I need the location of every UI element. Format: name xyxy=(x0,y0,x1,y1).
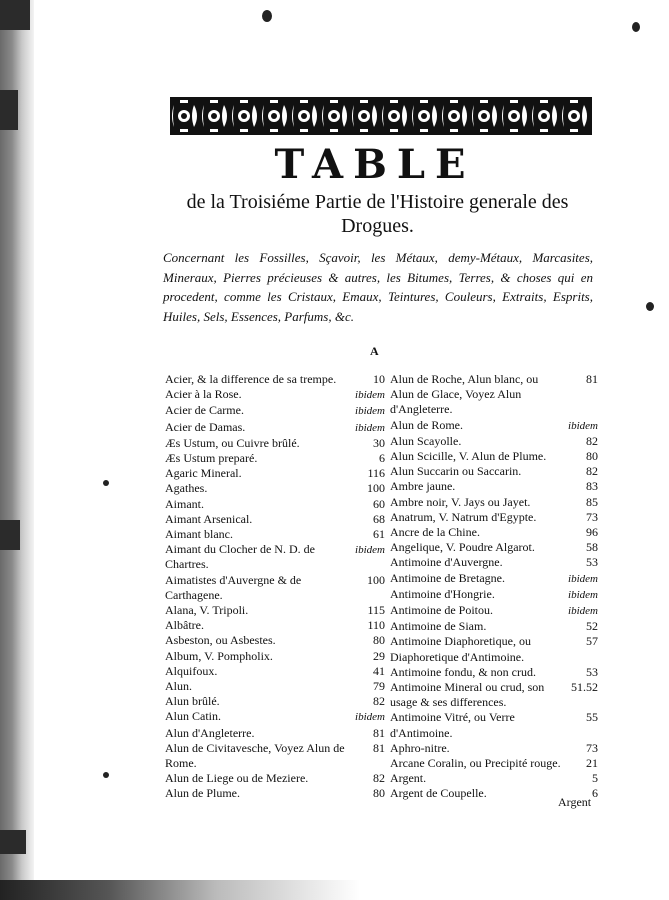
index-entry-name: Æs Ustum preparé. xyxy=(165,451,258,466)
index-entry-page: 55 xyxy=(586,710,598,725)
index-entry-page: ibidem xyxy=(568,572,598,585)
index-entry xyxy=(165,741,385,771)
index-entry-name: Alun Scicille, V. Alun de Plume. xyxy=(390,449,547,464)
index-entry-name: Argent de Coupelle. xyxy=(390,786,487,801)
ink-spot xyxy=(646,302,654,311)
index-entry xyxy=(165,527,385,542)
index-entry-name: Arcane Coralin, ou Precipité rouge. xyxy=(390,756,561,771)
index-entry-page: 10 xyxy=(373,372,385,386)
index-entry-page: ibidem xyxy=(355,389,385,402)
index-entry xyxy=(390,434,598,449)
index-entry xyxy=(390,603,598,619)
index-entry xyxy=(165,709,385,725)
index-entry-page: 82 xyxy=(373,694,385,709)
index-entry-page: 53 xyxy=(586,664,598,679)
index-entry xyxy=(165,694,385,709)
index-entry-name: Antimoine Vitré, ou Verre d'Antimoine. xyxy=(390,710,515,740)
index-entry-page: 82 xyxy=(586,464,598,479)
page-title: TABLE xyxy=(274,141,476,188)
index-entry-page: ibidem xyxy=(568,419,598,432)
index-entry-name: Alun de Roche, Alun blanc, ou Alun de Glace, Voyez Alun d'Angleterre. xyxy=(390,372,539,417)
index-entry xyxy=(390,555,598,570)
index-entry xyxy=(165,618,385,633)
index-entry xyxy=(165,786,385,801)
index-entry-page: 73 xyxy=(586,740,598,755)
index-entry-name: Agathes. xyxy=(165,481,208,496)
index-entry xyxy=(390,418,598,434)
index-entry xyxy=(165,420,385,436)
index-entry-page: 82 xyxy=(586,433,598,448)
index-entry-name: Aimant. xyxy=(165,496,204,511)
index-entry xyxy=(390,741,598,756)
index-entry-page: ibidem xyxy=(568,605,598,618)
index-entry xyxy=(165,466,385,481)
index-entry xyxy=(390,665,598,680)
ink-spot xyxy=(262,10,272,22)
index-entry-name: Antimoine d'Hongrie. xyxy=(390,586,495,601)
index-entry-name: Acier à la Rose. xyxy=(165,387,242,402)
index-entry-name: Acier, & la difference de sa trempe. xyxy=(165,372,337,386)
index-entry-name: Asbeston, ou Asbestes. xyxy=(165,633,276,648)
index-entry-name: Antimoine de Siam. xyxy=(390,619,487,634)
index-entry-name: Alquifoux. xyxy=(165,663,218,678)
index-entry-page: 100 xyxy=(367,481,385,496)
index-entry xyxy=(165,679,385,694)
index-entry xyxy=(165,403,385,419)
ornamental-fleuron-band xyxy=(170,97,592,135)
index-entry-page: ibidem xyxy=(355,544,385,557)
index-entry xyxy=(390,680,598,710)
index-entry-name: Agaric Mineral. xyxy=(165,466,242,481)
index-entry-name: Album, V. Pompholix. xyxy=(165,648,273,663)
index-entry xyxy=(165,771,385,786)
index-entry-page: 5 xyxy=(592,771,598,786)
index-entry-name: Ambre noir, V. Jays ou Jayet. xyxy=(390,494,531,509)
index-entry-name: Alun de Liege ou de Meziere. xyxy=(165,771,309,786)
index-entry-name: Alun brûlé. xyxy=(165,694,220,709)
index-entry xyxy=(390,756,598,771)
index-entry-page: ibidem xyxy=(568,588,598,601)
index-entry-page: 81 xyxy=(373,740,385,755)
index-entry-name: Acier de Damas. xyxy=(165,419,246,434)
index-entry-name: Aimant Arsenical. xyxy=(165,511,253,526)
index-entry-name: Antimoine de Poitou. xyxy=(390,603,493,618)
index-entry-name: Æs Ustum, ou Cuivre brûlé. xyxy=(165,435,300,450)
index-entry xyxy=(390,771,598,786)
index-entry-page: 6 xyxy=(379,451,385,466)
index-entry xyxy=(390,372,598,418)
index-entry xyxy=(165,542,385,572)
index-entry-page: ibidem xyxy=(355,405,385,418)
index-entry-name: Angelique, V. Poudre Algarot. xyxy=(390,540,535,555)
index-entry-page: 68 xyxy=(373,511,385,526)
index-entry xyxy=(165,481,385,496)
index-entry-name: Alun de Plume. xyxy=(165,786,240,801)
index-entry xyxy=(390,449,598,464)
index-entry xyxy=(390,587,598,603)
index-entry-name: Argent. xyxy=(390,771,427,786)
index-entry xyxy=(390,479,598,494)
index-entry-name: Antimoine fondu, & non crud. xyxy=(390,664,536,679)
index-entry-name: Aphro-nitre. xyxy=(390,740,450,755)
page-subtitle: de la Troisiéme Partie de l'Histoire generale des Drogues. xyxy=(186,191,569,237)
index-entry-page: 96 xyxy=(586,525,598,540)
index-entry-name: Albâtre. xyxy=(165,618,204,633)
index-entry xyxy=(165,603,385,618)
section-letter: A xyxy=(370,344,379,358)
index-entry xyxy=(390,525,598,540)
index-entry-name: Antimoine d'Auvergne. xyxy=(390,555,503,570)
index-entry-page: 81 xyxy=(373,725,385,740)
index-entry xyxy=(165,573,385,603)
index-entry-name: Alun d'Angleterre. xyxy=(165,725,255,740)
catchword: Argent xyxy=(558,795,592,809)
index-entry xyxy=(165,649,385,664)
index-entry-name: Anatrum, V. Natrum d'Egypte. xyxy=(390,509,537,524)
ink-spot xyxy=(103,772,109,778)
index-entry-page: 110 xyxy=(367,618,385,633)
index-entry-page: 100 xyxy=(367,572,385,587)
index-column-left xyxy=(165,372,385,802)
index-entry xyxy=(165,512,385,527)
index-entry xyxy=(165,387,385,403)
index-entry-page: 51.52 xyxy=(571,680,598,695)
index-entry xyxy=(390,710,598,740)
index-entry-page: ibidem xyxy=(355,711,385,724)
ink-spot xyxy=(632,22,640,32)
index-entry-name: Alun Scayolle. xyxy=(390,433,462,448)
index-entry-name: Aimant du Clocher de N. D. de Chartres. xyxy=(165,542,315,572)
index-entry xyxy=(165,451,385,466)
index-column-right xyxy=(390,372,598,802)
index-entry-page: 83 xyxy=(586,479,598,494)
index-entry xyxy=(390,571,598,587)
intro-paragraph: Concernant les Fossilles, Sçavoir, les Métaux, demy-Métaux, Marcasites, Mineraux, Pierres précieuses & autres, les Bitumes, Terres, & choses qui en procedent, comme les Cristaux, Emaux, Teintures, Couleurs, Extraits, Esprits, Huiles, Sels, Essences, Parfums, &c. xyxy=(163,250,593,324)
index-entry xyxy=(165,633,385,648)
index-entry-name: Aimatistes d'Auvergne & de Carthagene. xyxy=(165,572,302,602)
index-entry-page: 60 xyxy=(373,496,385,511)
index-entry-page: 58 xyxy=(586,540,598,555)
index-entry-page: 73 xyxy=(586,509,598,524)
index-entry xyxy=(390,464,598,479)
index-entry-name: Antimoine de Bretagne. xyxy=(390,570,505,585)
index-entry-name: Alana, V. Tripoli. xyxy=(165,603,249,618)
index-entry-page: 52 xyxy=(586,619,598,634)
scan-bottom-shadow xyxy=(0,880,360,900)
index-entry-page: 53 xyxy=(586,555,598,570)
index-entry-page: 30 xyxy=(373,435,385,450)
index-entry xyxy=(165,726,385,741)
index-entry-name: Antimoine Diaphoretique, ou Diaphoretique d'Antimoine. xyxy=(390,634,531,664)
index-entry-page: 80 xyxy=(373,633,385,648)
index-entry-page: 115 xyxy=(367,603,385,618)
index-entry-name: Alun. xyxy=(165,679,192,694)
index-entry-name: Alun de Rome. xyxy=(390,417,463,432)
index-entry-page: 80 xyxy=(373,786,385,801)
index-entry-page: 79 xyxy=(373,679,385,694)
index-entry-page: 61 xyxy=(373,527,385,542)
index-entry-page: 29 xyxy=(373,648,385,663)
index-entry-name: Acier de Carme. xyxy=(165,403,244,418)
index-entry xyxy=(390,619,598,634)
scan-margin-shadow xyxy=(0,0,34,900)
index-entry xyxy=(165,664,385,679)
index-entry-page: 57 xyxy=(586,634,598,649)
index-entry xyxy=(165,436,385,451)
index-entry-page: 116 xyxy=(367,466,385,481)
index-entry-name: Alun de Civitavesche, Voyez Alun de Rome. xyxy=(165,740,345,771)
index-entry xyxy=(165,372,385,387)
index-entry-page: 85 xyxy=(586,494,598,509)
index-entry-page: 6 xyxy=(592,786,598,801)
index-entry xyxy=(165,497,385,512)
index-entry-page: 41 xyxy=(373,663,385,678)
index-entry-name: Ancre de la Chine. xyxy=(390,525,480,540)
index-entry-name: Aimant blanc. xyxy=(165,527,233,542)
index-entry xyxy=(390,510,598,525)
ink-spot xyxy=(103,480,109,486)
index-entry-page: ibidem xyxy=(355,421,385,434)
index-entry xyxy=(390,634,598,664)
index-entry-page: 21 xyxy=(586,756,598,771)
index-entry-page: 82 xyxy=(373,771,385,786)
index-entry-name: Antimoine Mineral ou crud, son usage & ses differences. xyxy=(390,680,545,710)
index-entry xyxy=(390,495,598,510)
index-entry-name: Alun Catin. xyxy=(165,709,221,724)
index-entry-page: 81 xyxy=(586,372,598,386)
index-entry-name: Alun Succarin ou Saccarin. xyxy=(390,464,522,479)
index-entry-name: Ambre jaune. xyxy=(390,479,456,494)
index-entry-page: 80 xyxy=(586,449,598,464)
index-entry xyxy=(390,540,598,555)
